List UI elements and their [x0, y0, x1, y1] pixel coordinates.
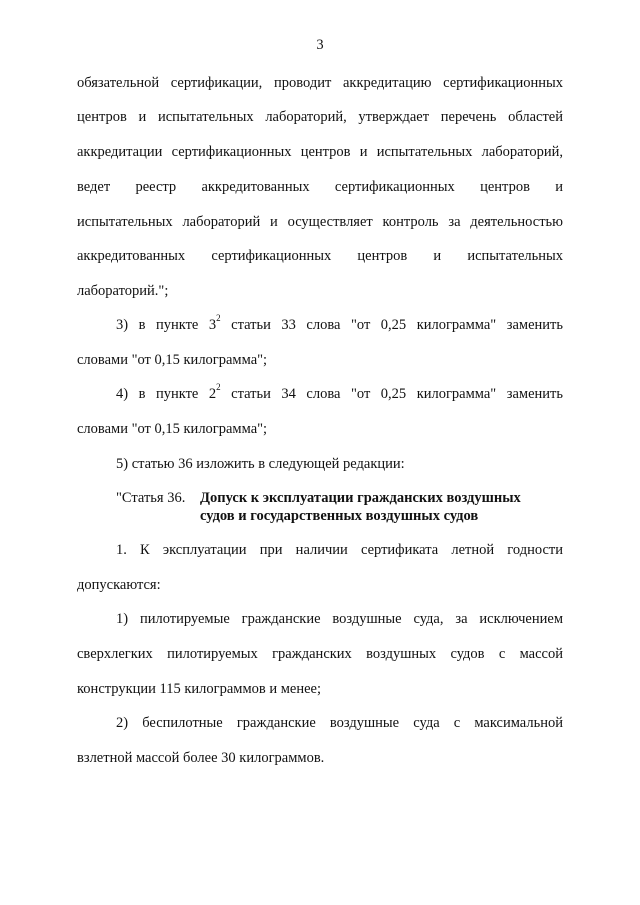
amendment-item-3: 3) в пункте $3^2$ статьи 33 слова "от 0,25 килограмма" заменить — [116, 313, 563, 333]
text-line: допускаются: — [77, 577, 161, 593]
page-number: 3 — [316, 37, 324, 53]
text-line: аккредитованных сертификационных центров и испытательных — [77, 248, 563, 264]
article-number: "Статья 36. — [116, 490, 186, 506]
text-line: аккредитации сертификационных центров и испытательных лабораторий, — [77, 144, 563, 160]
text-line: испытательных лабораторий и осуществляет контроль за деятельностью — [77, 214, 563, 230]
text-line: лабораторий."; — [77, 283, 169, 299]
text-line: словами "от 0,15 килограмма"; — [77, 421, 268, 437]
text-line: ведет реестр аккредитованных сертификационных центров и — [77, 179, 563, 195]
article-title: Допуск к эксплуатации гражданских воздушных — [200, 490, 521, 506]
text-line: 1) пилотируемые гражданские воздушные суда, за исключением — [116, 611, 563, 627]
text-line: взлетной массой более 30 килограммов. — [77, 750, 325, 766]
amendment-item-4: 4) в пункте $2^2$ статьи 34 слова "от 0,25 килограмма" заменить — [116, 382, 563, 402]
text-line: конструкции 115 килограммов и менее; — [77, 681, 322, 697]
text-line: обязательной сертификации, проводит аккредитацию сертификационных — [77, 75, 563, 91]
article-heading — [116, 489, 521, 507]
amendment-item-5: 5) статью 36 изложить в следующей редакции: — [116, 456, 405, 472]
text-line: сверхлегких пилотируемых гражданских воздушных судов с массой — [77, 646, 563, 662]
text-line: центров и испытательных лабораторий, утверждает перечень областей — [77, 109, 563, 125]
text-line: 1. К эксплуатации при наличии сертификата летной годности — [116, 542, 563, 558]
article-title-cont: судов и государственных воздушных судов — [200, 508, 479, 524]
text-line: словами "от 0,15 килограмма"; — [77, 352, 268, 368]
text-line: 2) беспилотные гражданские воздушные суда с максимальной — [116, 715, 563, 731]
